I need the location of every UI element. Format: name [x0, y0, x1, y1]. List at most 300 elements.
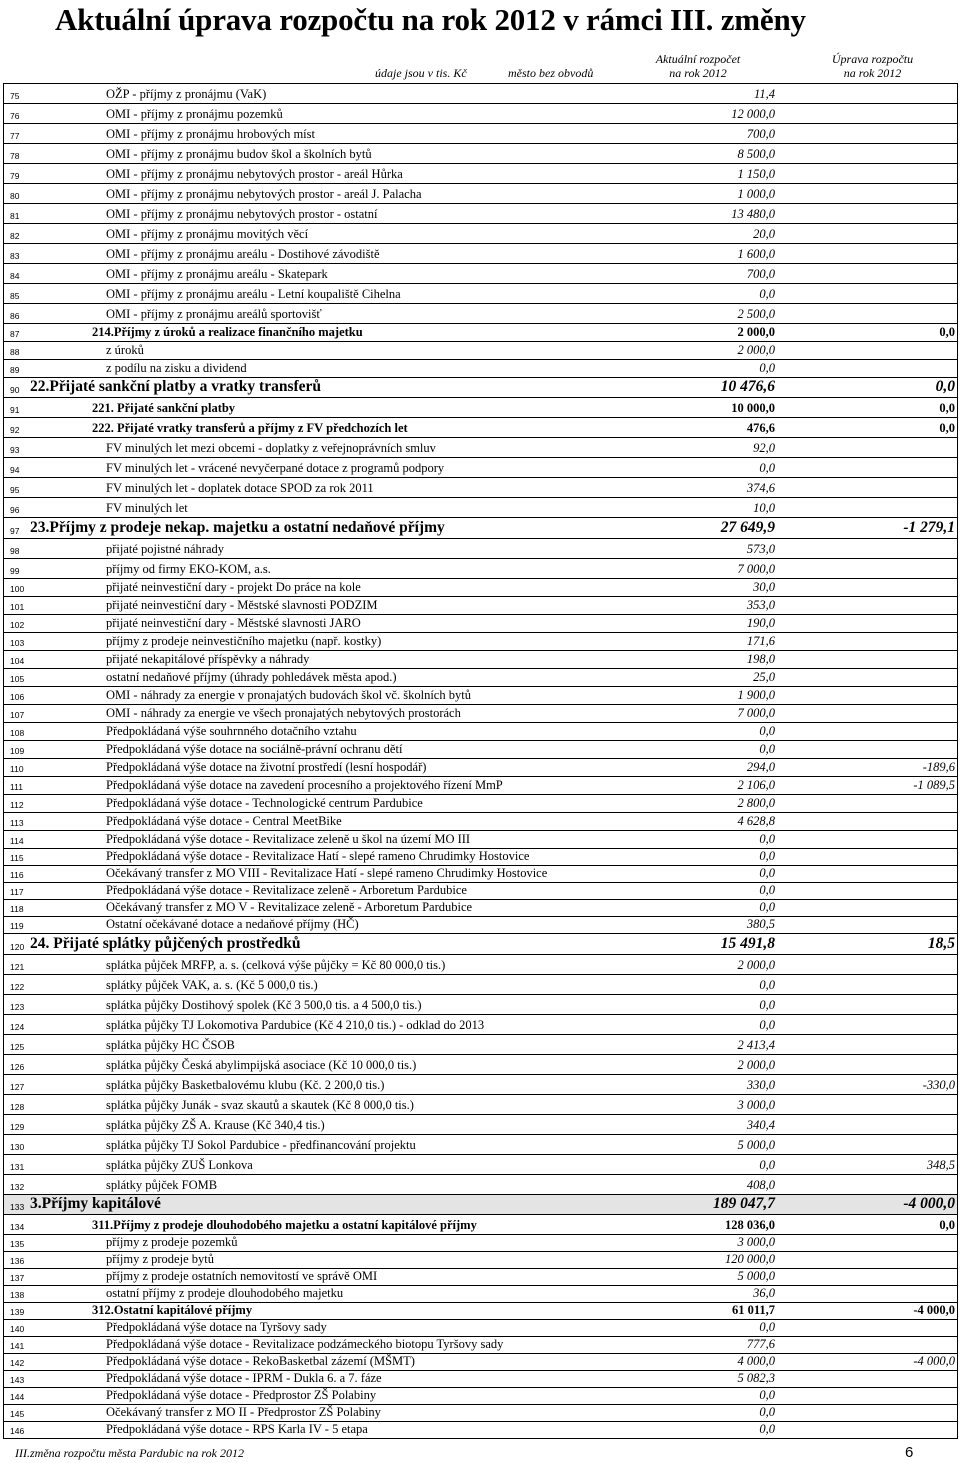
table-row [4, 438, 957, 458]
row-label: 24. Přijaté splátky půjčených prostředků [30, 935, 301, 952]
row-number: 97 [10, 526, 20, 536]
row-label: Předpokládaná výše dotace - Revitalizace zeleně u škol na území MO III [106, 832, 471, 846]
row-value-current: 20,0 [753, 227, 775, 241]
table-row [4, 458, 957, 478]
row-value-current: 0,0 [759, 361, 775, 375]
row-number: 94 [10, 465, 20, 475]
table-row [4, 975, 957, 995]
row-number: 121 [10, 962, 25, 972]
row-value-current: 0,0 [759, 724, 775, 738]
row-label: OMI - příjmy z pronájmu hrobových míst [106, 127, 315, 141]
row-label: OMI - příjmy z pronájmu areálů sportovišť [106, 307, 322, 321]
row-value-current: 3 000,0 [737, 1098, 775, 1112]
table-row [4, 518, 957, 539]
row-value-change: -4 000,0 [913, 1303, 955, 1317]
row-number: 104 [10, 656, 25, 666]
row-value-current: 190,0 [746, 616, 775, 630]
row-number: 101 [10, 602, 25, 612]
row-value-current: 3 000,0 [737, 1235, 775, 1249]
table-row [4, 244, 957, 264]
row-label: 3.Příjmy kapitálové [30, 1195, 161, 1212]
row-label: FV minulých let mezi obcemi - doplatky z veřejnoprávních smluv [106, 441, 436, 455]
row-number: 136 [10, 1256, 25, 1266]
table-row [4, 1035, 957, 1055]
table-row [4, 1075, 957, 1095]
row-number: 114 [10, 836, 24, 846]
row-label: Předpokládaná výše dotace - Předprostor ZŠ Polabiny [106, 1388, 377, 1402]
row-value-current: 128 036,0 [725, 1218, 775, 1232]
row-value-current: 0,0 [759, 832, 775, 846]
row-number: 109 [10, 746, 25, 756]
row-value-change: 0,0 [939, 325, 955, 339]
page-title: Aktuální úprava rozpočtu na rok 2012 v rámci III. změny [55, 2, 806, 37]
table-row [4, 418, 957, 438]
row-label: Předpokládaná výše dotace - RekoBasketbal zázemí (MŠMT) [106, 1354, 415, 1368]
table-row [4, 1195, 957, 1215]
row-value-current: 573,0 [746, 542, 775, 556]
row-number: 87 [10, 329, 20, 339]
row-value-current: 198,0 [746, 652, 775, 666]
row-value-current: 4 628,8 [737, 814, 775, 828]
table-row [4, 1015, 957, 1035]
row-value-current: 25,0 [753, 670, 775, 684]
row-number: 95 [10, 485, 20, 495]
row-number: 89 [10, 365, 20, 375]
row-label: 221. Přijaté sankční platby [92, 401, 236, 415]
row-value-current: 2 000,0 [737, 958, 775, 972]
row-value-current: 0,0 [759, 998, 775, 1012]
col1-header-line1: Aktuální rozpočet [655, 52, 741, 66]
row-value-change: -4 000,0 [903, 1195, 955, 1212]
row-label: splátky půjček VAK, a. s. (Kč 5 000,0 tis.) [106, 978, 318, 992]
table-row [4, 1235, 957, 1252]
table-row [4, 184, 957, 204]
row-value-current: 0,0 [759, 900, 775, 914]
table-row [4, 883, 957, 900]
row-number: 135 [10, 1239, 25, 1249]
row-value-current: 10 000,0 [731, 401, 775, 415]
table-row [4, 1422, 957, 1439]
table-row [4, 498, 957, 518]
row-value-current: 0,0 [759, 742, 775, 756]
row-label: splátka půjčky TJ Sokol Pardubice - předfinancování projektu [106, 1138, 416, 1152]
table-row [4, 1055, 957, 1075]
table-row [4, 705, 957, 723]
table-row [4, 360, 957, 378]
row-value-change: -330,0 [922, 1078, 955, 1092]
row-value-current: 10,0 [753, 501, 775, 515]
row-value-current: 700,0 [746, 127, 775, 141]
row-value-current: 1 000,0 [737, 187, 775, 201]
row-label: z úroků [106, 343, 144, 357]
row-label: Předpokládaná výše dotace na zavedení procesního a projektového řízení MmP [106, 778, 503, 792]
row-label: příjmy od firmy EKO-KOM, a.s. [106, 562, 271, 576]
row-number: 142 [10, 1358, 25, 1368]
row-label: OMI - příjmy z pronájmu areálu - Dostihové závodiště [106, 247, 380, 261]
table-row [4, 1286, 957, 1303]
table-row [4, 1095, 957, 1115]
table-row [4, 539, 957, 559]
table-row [4, 1371, 957, 1388]
table-row [4, 144, 957, 164]
table-row [4, 669, 957, 687]
table-row [4, 164, 957, 184]
row-value-current: 1 150,0 [737, 167, 775, 181]
row-value-current: 120 000,0 [725, 1252, 775, 1266]
row-number: 115 [10, 853, 24, 863]
row-value-current: 0,0 [759, 287, 775, 301]
row-label: Očekávaný transfer z MO VIII - Revitalizace Hatí - slepé rameno Chrudimky Hostovice [106, 866, 548, 880]
col1-header-line2: na rok 2012 [669, 66, 727, 80]
row-label: Předpokládaná výše dotace na Tyršovy sady [106, 1320, 327, 1334]
row-label: OMI - náhrady za energie ve všech pronajatých nebytových prostorách [106, 706, 461, 720]
row-value-current: 4 000,0 [737, 1354, 775, 1368]
row-value-change: 348,5 [926, 1158, 955, 1172]
row-label: 214.Příjmy z úroků a realizace finančního majetku [92, 325, 363, 339]
scope-note: město bez obvodů [508, 66, 594, 80]
table-row [4, 723, 957, 741]
row-label: Očekávaný transfer z MO V - Revitalizace zeleně - Arboretum Pardubice [106, 900, 473, 914]
row-label: přijaté neinvestiční dary - Městské slavnosti PODZIM [106, 598, 378, 612]
row-number: 86 [10, 311, 20, 321]
table-row [4, 995, 957, 1015]
table-row [4, 378, 957, 398]
row-label: OMI - příjmy z pronájmu areálu - Letní koupaliště Cihelna [106, 287, 401, 301]
row-number: 98 [10, 546, 20, 556]
row-label: Předpokládaná výše dotace - Revitalizace zeleně - Arboretum Pardubice [106, 883, 467, 897]
row-number: 116 [10, 870, 24, 880]
table-row [4, 1337, 957, 1354]
row-label: splátka půjčky TJ Lokomotiva Pardubice (Kč 4 210,0 tis.) - odklad do 2013 [106, 1018, 485, 1032]
row-label: 222. Přijaté vratky transferů a příjmy z FV předchozích let [92, 421, 408, 435]
row-number: 91 [10, 405, 20, 415]
row-value-current: 8 500,0 [737, 147, 775, 161]
row-number: 82 [10, 231, 20, 241]
row-label: ostatní příjmy z prodeje dlouhodobého majetku [106, 1286, 344, 1300]
row-number: 124 [10, 1022, 25, 1032]
row-number: 125 [10, 1042, 25, 1052]
table-row [4, 264, 957, 284]
budget-table [3, 83, 958, 1439]
row-label: Předpokládaná výše dotace - Central MeetBike [106, 814, 342, 828]
row-number: 130 [10, 1142, 25, 1152]
row-label: přijaté neinvestiční dary - projekt Do práce na kole [106, 580, 361, 594]
row-label: splátka půjčky ZŠ A. Krause (Kč 340,4 tis.) [106, 1118, 325, 1132]
table-row [4, 1252, 957, 1269]
row-value-current: 13 480,0 [731, 207, 775, 221]
row-number: 108 [10, 728, 25, 738]
table-row [4, 1269, 957, 1286]
row-label: Předpokládaná výše dotace - Revitalizace podzámeckého biotopu Tyršovy sady [106, 1337, 504, 1351]
row-value-current: 1 600,0 [737, 247, 775, 261]
row-number: 88 [10, 347, 20, 357]
col2-header-line2: na rok 2012 [843, 66, 902, 80]
table-row [4, 813, 957, 831]
table-row [4, 1303, 957, 1320]
table-row [4, 741, 957, 759]
row-label: Předpokládaná výše dotace - IPRM - Dukla 6. a 7. fáze [106, 1371, 382, 1385]
row-number: 90 [10, 385, 20, 395]
table-row [4, 1320, 957, 1337]
row-value-current: 61 011,7 [731, 1303, 775, 1317]
table-row [4, 1175, 957, 1195]
row-label: Předpokládaná výše dotace na sociálně-právní ochranu dětí [106, 742, 403, 756]
table-row [4, 1405, 957, 1422]
table-row [4, 917, 957, 934]
row-number: 110 [10, 764, 24, 774]
row-label: Ostatní očekávané dotace a nedaňové příjmy (HČ) [106, 917, 359, 931]
row-value-current: 380,5 [746, 917, 775, 931]
row-number: 131 [10, 1162, 25, 1172]
table-row [4, 597, 957, 615]
row-value-current: 700,0 [746, 267, 775, 281]
row-label: příjmy z prodeje pozemků [106, 1235, 238, 1249]
row-label: příjmy z prodeje bytů [106, 1252, 214, 1266]
row-label: splátka půjčky Basketbalovému klubu (Kč. 2 200,0 tis.) [106, 1078, 385, 1092]
row-value-current: 0,0 [759, 1018, 775, 1032]
row-value-current: 294,0 [746, 760, 775, 774]
row-label: OMI - příjmy z pronájmu areálu - Skatepark [106, 267, 328, 281]
row-value-current: 11,4 [754, 87, 775, 101]
row-label: OMI - náhrady za energie v pronajatých budovách škol vč. školních bytů [106, 688, 471, 702]
row-number: 145 [10, 1409, 25, 1419]
table-row [4, 1115, 957, 1135]
table-row [4, 342, 957, 360]
row-value-current: 0,0 [759, 1320, 775, 1334]
row-value-current: 2 413,4 [737, 1038, 775, 1052]
row-value-current: 0,0 [759, 849, 775, 863]
row-value-current: 0,0 [759, 866, 775, 880]
row-value-current: 353,0 [746, 598, 775, 612]
row-value-current: 171,6 [746, 634, 775, 648]
table-row [4, 849, 957, 866]
table-row [4, 398, 957, 418]
row-number: 118 [10, 904, 24, 914]
row-number: 140 [10, 1324, 25, 1334]
row-value-change: -1 089,5 [913, 778, 955, 792]
row-value-current: 12 000,0 [731, 107, 775, 121]
row-value-current: 5 000,0 [737, 1138, 775, 1152]
row-number: 92 [10, 425, 20, 435]
row-number: 146 [10, 1426, 25, 1436]
row-number: 127 [10, 1082, 25, 1092]
row-number: 93 [10, 445, 20, 455]
row-value-current: 340,4 [746, 1118, 775, 1132]
row-value-change: -189,6 [922, 760, 955, 774]
row-label: FV minulých let - doplatek dotace SPOD za rok 2011 [106, 481, 374, 495]
row-value-current: 15 491,8 [720, 935, 775, 952]
row-value-change: 18,5 [927, 935, 955, 952]
row-label: splátka půjčky ZUŠ Lonkova [106, 1158, 253, 1172]
row-value-current: 0,0 [759, 1405, 775, 1419]
row-label: splátky půjček FOMB [106, 1178, 218, 1192]
row-number: 134 [10, 1222, 25, 1232]
row-value-current: 10 476,6 [720, 378, 775, 395]
row-label: splátka půjčky Dostihový spolek (Kč 3 500,0 tis. a 4 500,0 tis.) [106, 998, 422, 1012]
row-label: přijaté pojistné náhrady [106, 542, 225, 556]
row-value-current: 0,0 [759, 883, 775, 897]
row-number: 107 [10, 710, 25, 720]
row-number: 120 [10, 942, 25, 952]
table-row [4, 284, 957, 304]
row-value-current: 2 000,0 [737, 325, 775, 339]
row-number: 113 [10, 818, 24, 828]
row-number: 79 [10, 171, 20, 181]
table-row [4, 1155, 957, 1175]
row-label: OMI - příjmy z pronájmu nebytových prostor - areál Hůrka [106, 167, 403, 181]
table-row [4, 759, 957, 777]
row-number: 102 [10, 620, 25, 630]
row-number: 78 [10, 151, 20, 161]
row-number: 84 [10, 271, 20, 281]
table-row [4, 324, 957, 342]
row-label: splátka půjčky Junák - svaz skautů a skautek (Kč 8 000,0 tis.) [106, 1098, 414, 1112]
page-number: 6 [905, 1444, 914, 1461]
row-label: ostatní nedaňové příjmy (úhrady pohledávek města apod.) [106, 670, 397, 684]
row-label: splátka půjčky Česká abylimpijská asociace (Kč 10 000,0 tis.) [106, 1058, 417, 1072]
table-row [4, 934, 957, 955]
table-row [4, 1215, 957, 1235]
row-number: 137 [10, 1273, 25, 1283]
table-row [4, 777, 957, 795]
row-number: 85 [10, 291, 20, 301]
row-label: FV minulých let [106, 501, 188, 515]
row-label: Očekávaný transfer z MO II - Předprostor ZŠ Polabiny [106, 1405, 381, 1419]
table-row [4, 687, 957, 705]
row-value-current: 0,0 [759, 1388, 775, 1402]
table-row [4, 304, 957, 324]
table-row [4, 615, 957, 633]
row-label: 23.Příjmy z prodeje nekap. majetku a ostatní nedaňové příjmy [30, 519, 445, 536]
row-label: 312.Ostatní kapitálové příjmy [92, 1303, 253, 1317]
row-number: 139 [10, 1307, 25, 1317]
row-number: 99 [10, 566, 20, 576]
row-number: 83 [10, 251, 20, 261]
row-number: 126 [10, 1062, 25, 1072]
row-label: OMI - příjmy z pronájmu pozemků [106, 107, 283, 121]
row-value-current: 30,0 [753, 580, 775, 594]
row-number: 106 [10, 692, 25, 702]
table-row [4, 204, 957, 224]
table-row [4, 651, 957, 669]
row-number: 77 [10, 131, 20, 141]
row-label: přijaté nekapitálové příspěvky a náhrady [106, 652, 310, 666]
row-number: 105 [10, 674, 25, 684]
row-value-current: 0,0 [759, 1158, 775, 1172]
footer-text: III.změna rozpočtu města Pardubic na rok 2012 [15, 1446, 244, 1460]
row-label: splátka půjček MRFP, a. s. (celková výše půjčky = Kč 80 000,0 tis.) [106, 958, 446, 972]
row-value-change: -4 000,0 [913, 1354, 955, 1368]
row-number: 112 [10, 800, 24, 810]
table-row [4, 104, 957, 124]
row-value-current: 5 082,3 [737, 1371, 775, 1385]
row-value-change: -1 279,1 [903, 519, 955, 536]
table-row [4, 831, 957, 849]
row-label: OMI - příjmy z pronájmu movitých věcí [106, 227, 309, 241]
row-label: příjmy z prodeje ostatních nemovitostí ve správě OMI [106, 1269, 378, 1283]
row-value-current: 36,0 [753, 1286, 775, 1300]
row-value-current: 408,0 [746, 1178, 775, 1192]
row-value-current: 5 000,0 [737, 1269, 775, 1283]
row-number: 129 [10, 1122, 25, 1132]
row-number: 117 [10, 887, 24, 897]
row-value-current: 330,0 [746, 1078, 775, 1092]
row-value-change: 0,0 [935, 378, 955, 395]
row-label: Předpokládaná výše dotace na životní prostředí (lesní hospodář) [106, 760, 427, 774]
row-number: 143 [10, 1375, 25, 1385]
row-number: 144 [10, 1392, 25, 1402]
row-number: 123 [10, 1002, 25, 1012]
row-number: 111 [10, 782, 23, 792]
table-row [4, 478, 957, 498]
row-label: Předpokládaná výše dotace - Revitalizace Hatí - slepé rameno Chrudimky Hostovice [106, 849, 530, 863]
row-value-current: 2 000,0 [737, 343, 775, 357]
row-value-change: 0,0 [939, 421, 955, 435]
row-value-current: 476,6 [746, 421, 775, 435]
row-number: 141 [10, 1341, 25, 1351]
row-value-current: 2 000,0 [737, 1058, 775, 1072]
row-value-current: 1 900,0 [737, 688, 775, 702]
table-row [4, 1135, 957, 1155]
table-row [4, 224, 957, 244]
table-row [4, 633, 957, 651]
row-value-current: 0,0 [759, 978, 775, 992]
row-label: Předpokládaná výše dotace - RPS Karla IV - 5 etapa [106, 1422, 368, 1436]
row-label: OMI - příjmy z pronájmu nebytových prostor - areál J. Palacha [106, 187, 422, 201]
row-value-current: 777,6 [746, 1337, 775, 1351]
table-row [4, 559, 957, 579]
row-number: 133 [10, 1202, 25, 1212]
row-number: 96 [10, 505, 20, 515]
row-number: 132 [10, 1182, 25, 1192]
row-number: 122 [10, 982, 25, 992]
row-value-current: 27 649,9 [720, 519, 775, 536]
row-value-change: 0,0 [939, 401, 955, 415]
row-number: 119 [10, 921, 24, 931]
row-number: 100 [10, 584, 25, 594]
table-row [4, 124, 957, 144]
units-note: údaje jsou v tis. Kč [375, 66, 467, 80]
row-label: splátka půjčky HC ČSOB [106, 1038, 235, 1052]
row-value-current: 189 047,7 [713, 1195, 775, 1212]
table-row [4, 84, 957, 104]
row-value-current: 2 800,0 [737, 796, 775, 810]
table-row [4, 1388, 957, 1405]
col2-header-line1: Úprava rozpočtu [831, 52, 914, 66]
table-row [4, 900, 957, 917]
row-value-current: 2 106,0 [737, 778, 775, 792]
table-row [4, 866, 957, 883]
row-label: přijaté neinvestiční dary - Městské slavnosti JARO [106, 616, 361, 630]
row-number: 75 [10, 91, 20, 101]
row-number: 138 [10, 1290, 25, 1300]
table-row [4, 795, 957, 813]
row-label: 311.Příjmy z prodeje dlouhodobého majetku a ostatní kapitálové příjmy [92, 1218, 477, 1232]
row-value-current: 2 500,0 [737, 307, 775, 321]
row-label: OMI - příjmy z pronájmu budov škol a školních bytů [106, 147, 372, 161]
row-value-current: 7 000,0 [737, 706, 775, 720]
row-value-current: 7 000,0 [737, 562, 775, 576]
row-label: Předpokládaná výše souhrnného dotačního vztahu [106, 724, 357, 738]
row-value-current: 0,0 [759, 1422, 775, 1436]
row-label: OŽP - příjmy z pronájmu (VaK) [106, 87, 267, 101]
row-label: Předpokládaná výše dotace - Technologické centrum Pardubice [106, 796, 423, 810]
table-row [4, 579, 957, 597]
row-label: z podílu na zisku a dividend [106, 361, 247, 375]
row-value-current: 0,0 [759, 461, 775, 475]
row-number: 80 [10, 191, 20, 201]
row-label: OMI - příjmy z pronájmu nebytových prostor - ostatní [106, 207, 378, 221]
